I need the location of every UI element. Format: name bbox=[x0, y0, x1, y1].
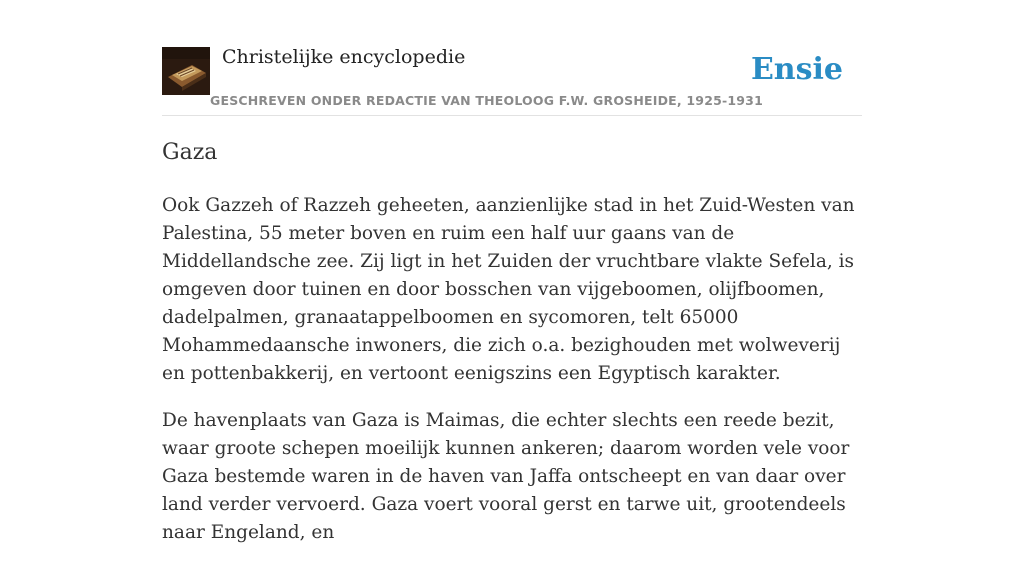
site-title[interactable]: Christelijke encyclopedie bbox=[222, 46, 466, 68]
article-paragraph: Ook Gazzeh of Razzeh geheeten, aanzienlijke stad in het Zuid-Westen van Palestina, 55 meter boven en ruim een half uur gaans van de Middellandsche zee. Zij ligt in het Zuiden der vruchtbare vlakte Sefela, is omgeven door tuinen en door bosschen van vijgeboomen, olijfboomen, dadelpalmen, granaatappelboomen en sycomoren, telt 65000 Mohammedaansche inwoners, die zich o.a. bezighouden met wolweverij en pottenbakkerij, en vertoont eenigszins een Egyptisch karakter. bbox=[162, 195, 855, 384]
site-subtitle: GESCHREVEN ONDER REDACTIE VAN THEOLOOG F.W. GROSHEIDE, 1925-1931 bbox=[210, 93, 763, 108]
avatar[interactable] bbox=[162, 47, 210, 95]
book-photo-icon bbox=[162, 47, 210, 95]
article-body bbox=[162, 192, 862, 566]
site-header bbox=[162, 46, 862, 116]
brand-logo-link[interactable]: Ensie bbox=[750, 52, 843, 87]
article-title: Gaza bbox=[162, 140, 218, 165]
article-paragraph: De havenplaats van Gaza is Maimas, die echter slechts een reede bezit, waar groote schepen moeilijk kunnen ankeren; daarom worden vele voor Gaza bestemde waren in de haven van Jaffa ontscheept en van daar over land verder vervoerd. Gaza voert vooral gerst en tarwe uit, grootendeels naar Engeland, en bbox=[162, 410, 850, 543]
